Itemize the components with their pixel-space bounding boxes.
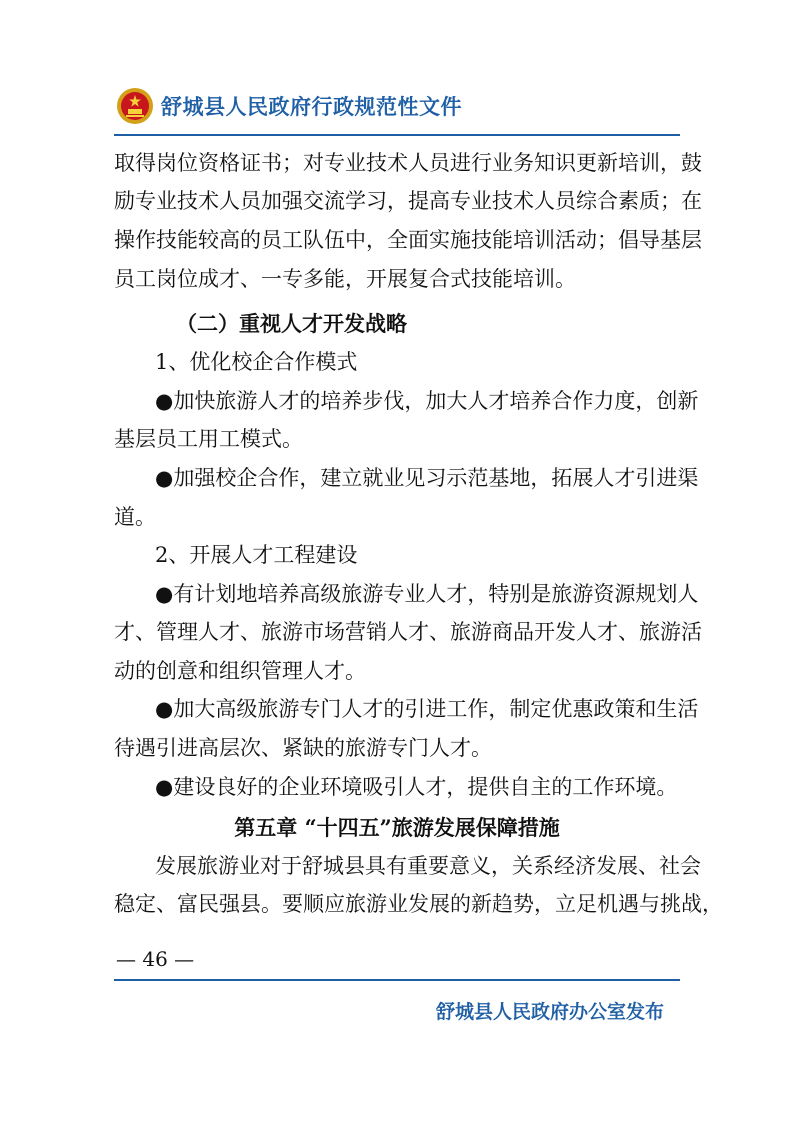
bullet-item: ●加强校企合作，建立就业见习示范基地，拓展人才引进渠: [155, 466, 699, 490]
body-paragraph-line: 稳定、富民强县。要顺应旅游业发展的新趋势，立足机遇与挑战，: [114, 892, 723, 916]
bullet-item: ●加快旅游人才的培养步伐，加大人才培养合作力度，创新: [155, 389, 699, 413]
national-emblem-icon: [115, 86, 155, 126]
bullet-item-continued: 待遇引进高层次、紧缺的旅游专门人才。: [114, 736, 492, 760]
bullet-item-continued: 道。: [114, 505, 156, 529]
page-number: — 46 —: [116, 947, 195, 971]
bullet-item-continued: 才、管理人才、旅游市场营销人才、旅游商品开发人才、旅游活: [114, 620, 702, 644]
footer-publisher: 舒城县人民政府办公室发布: [435, 1001, 664, 1023]
body-line: 励专业技术人员加强交流学习，提高专业技术人员综合素质；在: [114, 189, 702, 213]
body-line: 员工岗位成才、一专多能，开展复合式技能培训。: [114, 267, 576, 291]
header-rule: [114, 134, 680, 136]
footer-rule: [114, 979, 680, 981]
bullet-item: ●加大高级旅游专门人才的引进工作，制定优惠政策和生活: [155, 697, 699, 721]
bullet-item: ●有计划地培养高级旅游专业人才，特别是旅游资源规划人: [155, 582, 699, 606]
body-line: 操作技能较高的员工队伍中，全面实施技能培训活动；倡导基层: [114, 228, 702, 252]
bullet-item-continued: 基层员工用工模式。: [114, 427, 303, 451]
header-title: 舒城县人民政府行政规范性文件: [161, 95, 462, 119]
body-line: 取得岗位资格证书；对专业技术人员进行业务知识更新培训，鼓: [114, 151, 702, 175]
document-header: [115, 84, 462, 128]
bullet-item: ●建设良好的企业环境吸引人才，提供自主的工作环境。: [155, 775, 678, 799]
section-heading: （二）重视人才开发战略: [176, 311, 407, 336]
subsection-title: 2、开展人才工程建设: [155, 543, 358, 567]
subsection-title: 1、优化校企合作模式: [155, 350, 358, 374]
bullet-item-continued: 动的创意和组织管理人才。: [114, 659, 366, 683]
body-paragraph-line: 发展旅游业对于舒城县具有重要意义，关系经济发展、社会: [155, 854, 701, 878]
chapter-heading: 第五章 “十四五”旅游发展保障措施: [234, 815, 560, 840]
